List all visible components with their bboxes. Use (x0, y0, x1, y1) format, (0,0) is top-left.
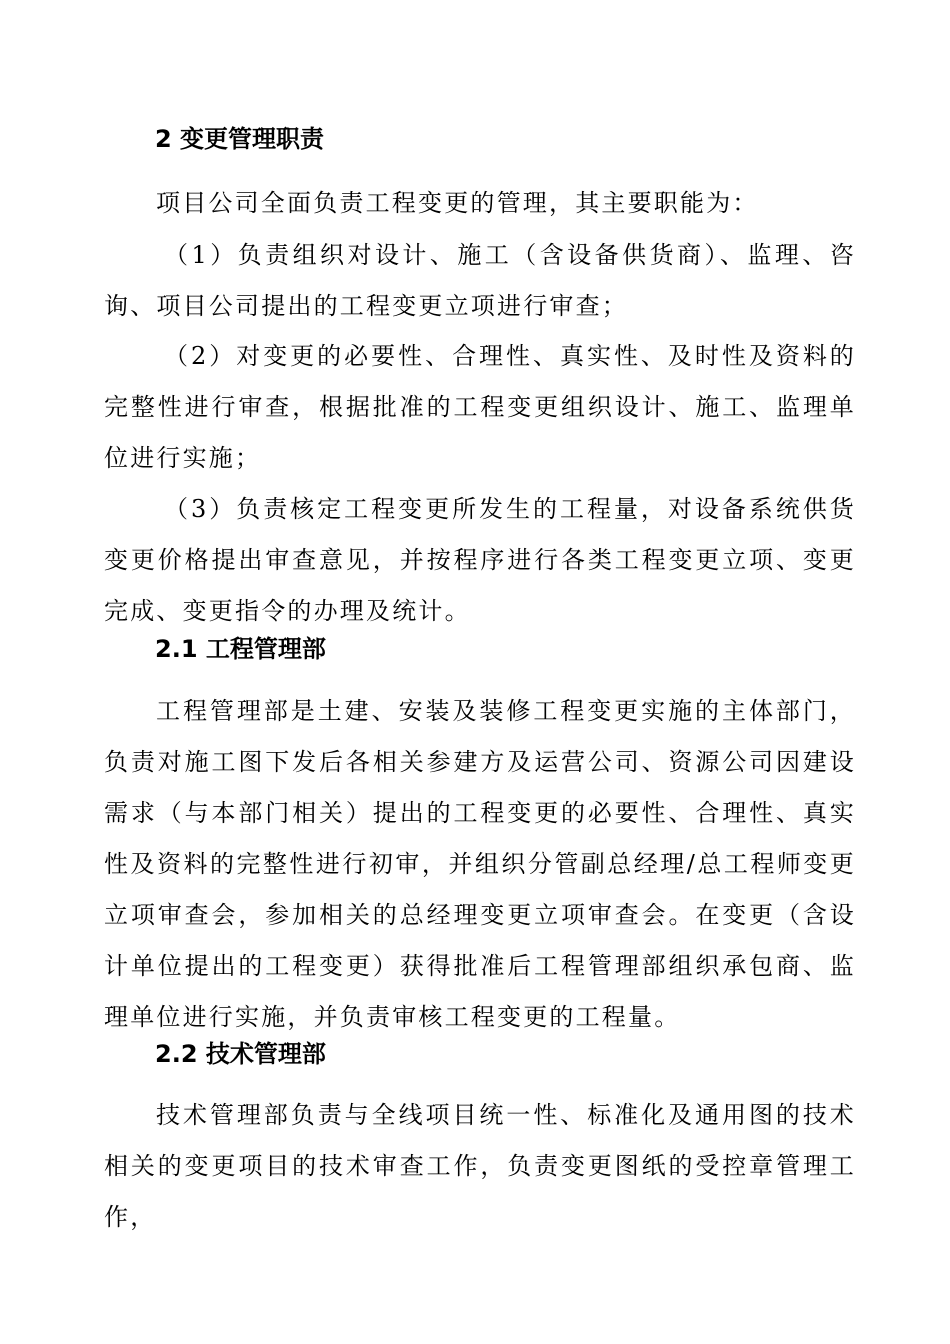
section-heading-2-2: 2.2 技术管理部 (155, 1040, 326, 1068)
section-2-2-body: 技术管理部负责与全线项目统一性、标准化及通用图的技术相关的变更项目的技术审查工作，负责变更图纸的受控章管理工作， (104, 1101, 856, 1231)
section-2-1-body: 工程管理部是土建、安装及装修工程变更实施的主体部门，负责对施工图下发后各相关参建方及运营公司、资源公司因建设需求（与本部门相关）提出的工程变更的必要性、合理性、真实性及资料的完整性进行初审，并组织分管副总经理/总工程师变更立项审查会，参加相关的总经理变更立项审查会。在变更（含设计单位提出的工程变更）获得批准后工程管理部组织承包商、监理单位进行实施，并负责审核工程变更的工程量。 (104, 697, 856, 1031)
responsibility-item-3: （3）负责核定工程变更所发生的工程量，对设备系统供货变更价格提出审查意见，并按程序进行各类工程变更立项、变更完成、变更指令的办理及统计。 (104, 495, 856, 625)
section-2-intro: 项目公司全面负责工程变更的管理，其主要职能为： (156, 189, 759, 217)
section-heading-2: 2 变更管理职责 (155, 125, 325, 153)
section-heading-2-1: 2.1 工程管理部 (155, 635, 326, 663)
responsibility-item-1: （1）负责组织对设计、施工（含设备供货商）、监理、咨询、项目公司提出的工程变更立项进行审查； (104, 241, 856, 320)
responsibility-item-2: （2）对变更的必要性、合理性、真实性、及时性及资料的完整性进行审查，根据批准的工程变更组织设计、施工、监理单位进行实施； (104, 342, 856, 472)
